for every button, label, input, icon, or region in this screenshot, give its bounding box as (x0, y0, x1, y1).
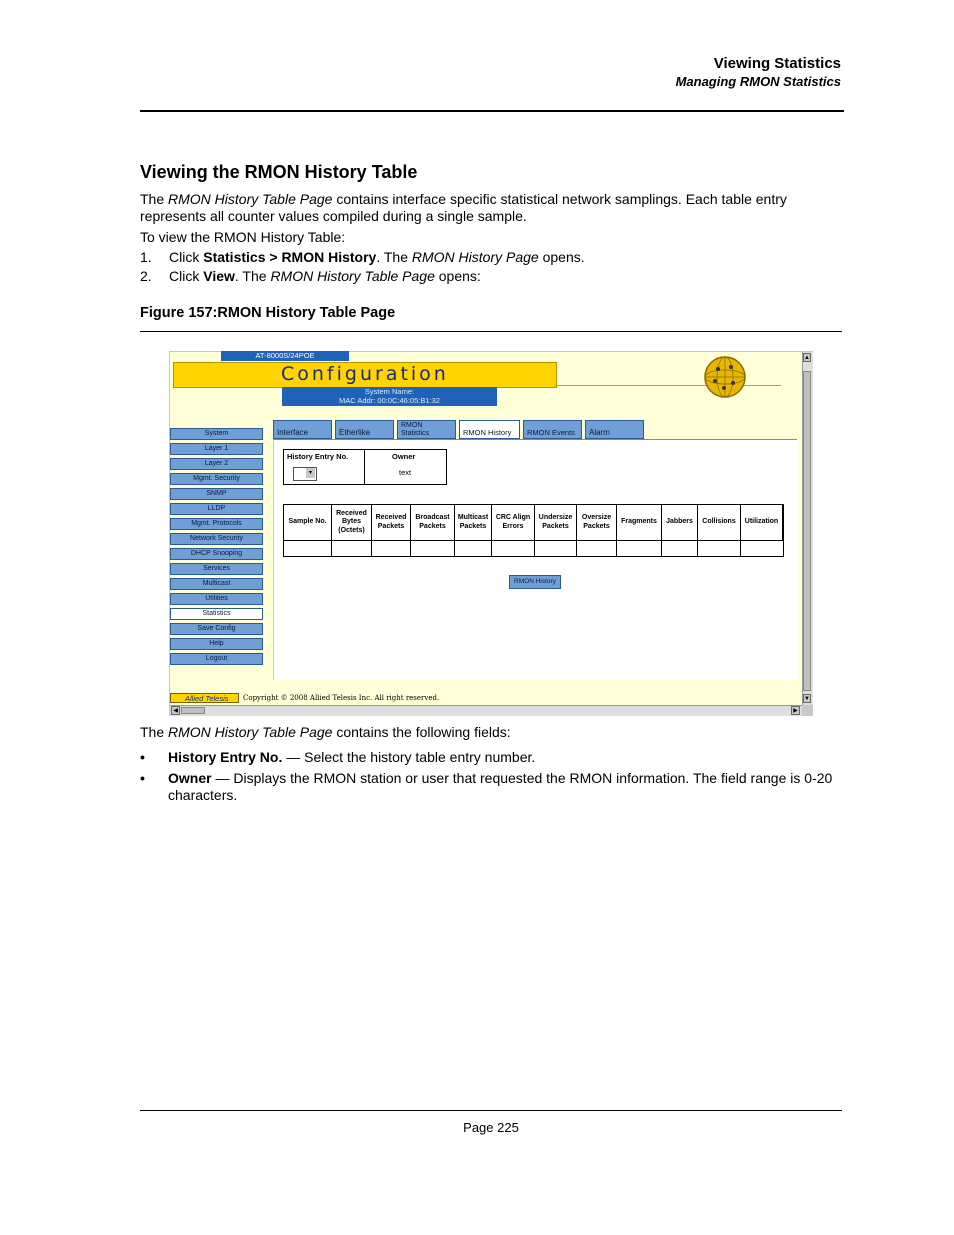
configuration-title: Configuration (281, 363, 449, 385)
mac-address-label: MAC Addr: 00:0C:46:05:B1:32 (339, 395, 440, 405)
table-cell (741, 540, 783, 556)
rmon-history-button[interactable]: RMON History (509, 575, 561, 589)
tab-interface[interactable]: Interface (273, 420, 332, 439)
header-rule (140, 110, 844, 112)
horizontal-scrollbar[interactable] (170, 705, 802, 716)
column-header: Multicast Packets (455, 505, 492, 540)
table-cell (372, 540, 411, 556)
tab-rmon-statistics-line2: Statistics (401, 430, 430, 437)
tab-rmon-events[interactable]: RMON Events (523, 420, 582, 439)
device-model-label: AT-8000S/24POE (221, 351, 349, 361)
banner-divider (555, 385, 781, 386)
nav-mgmt-security[interactable]: Mgmt. Security (170, 473, 263, 485)
figure-caption: Figure 157:RMON History Table Page (140, 305, 396, 321)
nav-dhcp-snooping[interactable]: DHCP Snooping (170, 548, 263, 560)
column-header: Utilization (741, 505, 783, 540)
tab-etherlike[interactable]: Etherlike (335, 420, 394, 439)
column-header: Jabbers (662, 505, 698, 540)
nav-multicast[interactable]: Multicast (170, 578, 263, 590)
figure-rule (140, 331, 842, 332)
nav-logout[interactable]: Logout (170, 653, 263, 665)
system-name-label: System Name: (364, 387, 415, 396)
step-1: 1. Click Statistics > RMON History. The RMON History Page opens. (140, 249, 585, 265)
nav-layer-2[interactable]: Layer 2 (170, 458, 263, 470)
nav-lldp[interactable]: LLDP (170, 503, 263, 515)
column-header: Received Packets (372, 505, 411, 540)
fields-intro: The RMON History Table Page contains the following fields: (140, 724, 511, 740)
rmon-history-screenshot (169, 351, 813, 716)
table-cell (411, 540, 455, 556)
globe-logo-icon (703, 355, 747, 399)
bullet-owner: • Owner — Displays the RMON station or user that requested the RMON information. The field range is 0-20 characters. (140, 770, 833, 803)
allied-telesis-logo: Allied Telesis (170, 693, 239, 703)
nav-mgmt-protocols[interactable]: Mgmt. Protocols (170, 518, 263, 530)
vertical-scroll-thumb[interactable] (803, 371, 811, 691)
bullet-icon: • (140, 770, 145, 786)
step-2: 2. Click View. The RMON History Table Page opens: (140, 268, 481, 284)
intro-paragraph: The RMON History Table Page contains interface specific statistical network samplings. Each table entry represents all counter values compiled during a single sample. (140, 191, 787, 224)
table-cell (698, 540, 741, 556)
nav-network-security[interactable]: Network Security (170, 533, 263, 545)
page-number: Page 225 (463, 1120, 519, 1135)
history-entry-divider (364, 449, 365, 485)
owner-label: Owner (392, 452, 416, 461)
tab-rmon-history[interactable]: RMON History (459, 420, 520, 439)
tab-rmon-statistics-line1: RMON (401, 422, 423, 429)
nav-services[interactable]: Services (170, 563, 263, 575)
chevron-down-icon[interactable]: ▾ (306, 468, 315, 478)
scroll-right-icon[interactable]: ▶ (791, 706, 800, 715)
bullet-icon: • (140, 749, 145, 765)
nav-help[interactable]: Help (170, 638, 263, 650)
tab-rmon-statistics[interactable] (397, 420, 456, 439)
history-entry-label: History Entry No. (287, 452, 349, 461)
table-cell (577, 540, 617, 556)
column-header: Collisions (698, 505, 741, 540)
nav-statistics[interactable]: Statistics (170, 608, 263, 620)
section-title: Viewing the RMON History Table (140, 162, 418, 182)
tab-alarm[interactable]: Alarm (585, 420, 644, 439)
bullet-history-entry: • History Entry No. — Select the history table entry number. (140, 749, 536, 765)
footer-rule (140, 1110, 842, 1111)
table-cell (492, 540, 535, 556)
nav-system[interactable]: System (170, 428, 263, 440)
table-cell (332, 540, 372, 556)
nav-layer-1[interactable]: Layer 1 (170, 443, 263, 455)
nav-save-config[interactable]: Save Config (170, 623, 263, 635)
column-header: Undersize Packets (535, 505, 577, 540)
copyright-text: Copyright © 2008 Allied Telesis Inc. All right reserved. (243, 694, 440, 702)
running-header-title: Viewing Statistics (713, 55, 841, 72)
system-info-bar (282, 387, 497, 406)
running-header-subtitle: Managing RMON Statistics (675, 74, 841, 89)
scroll-down-icon[interactable]: ▼ (804, 696, 810, 702)
table-cell (617, 540, 662, 556)
column-header: CRC Align Errors (492, 505, 535, 540)
table-cell (455, 540, 492, 556)
table-cell (284, 540, 332, 556)
nav-utilities[interactable]: Utilities (170, 593, 263, 605)
column-header: Broadcast Packets (411, 505, 455, 540)
column-header: Oversize Packets (577, 505, 617, 540)
scroll-left-icon[interactable]: ◀ (171, 706, 180, 715)
instruction-lead: To view the RMON History Table: (140, 229, 346, 245)
horizontal-scroll-thumb[interactable] (181, 707, 205, 714)
owner-value: text (399, 468, 412, 477)
nav-snmp[interactable]: SNMP (170, 488, 263, 500)
column-header: Sample No. (284, 505, 332, 540)
table-cell (662, 540, 698, 556)
column-header: Received Bytes (Octets) (332, 505, 372, 540)
scroll-up-icon[interactable]: ▲ (804, 355, 810, 361)
column-header: Fragments (617, 505, 662, 540)
table-cell (535, 540, 577, 556)
rmon-history-table (283, 504, 784, 557)
